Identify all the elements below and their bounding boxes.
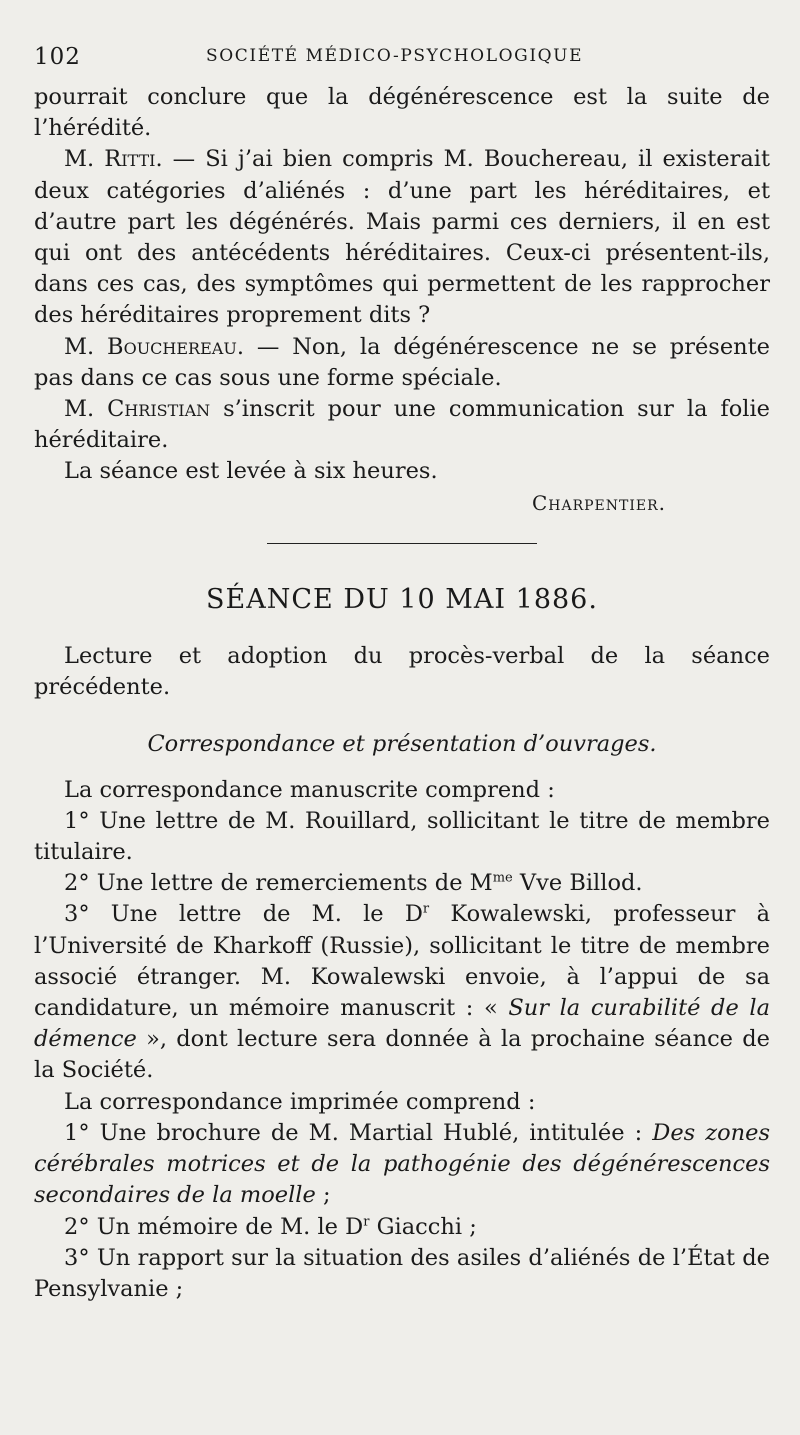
list-item-manuscript-3 bbox=[34, 899, 770, 1086]
list-item-manuscript-1: 1° Une lettre de M. Rouillard, sollicitant le titre de membre titulaire. bbox=[34, 807, 770, 866]
section-divider bbox=[267, 543, 537, 544]
paragraph-minutes: Lecture et adoption du procès-verbal de la séance précédente. bbox=[34, 643, 770, 701]
running-head bbox=[34, 38, 770, 82]
bouchereau-text: — Non, la dégénérescence ne se présente pas dans ce cas sous une forme spéciale. bbox=[34, 333, 770, 391]
printed-1-end: ; bbox=[315, 1182, 331, 1209]
speaker-christian: M. Christian bbox=[64, 396, 211, 423]
item-3-text-mid: Kowalewski, professeur à l’Université de Kharkoff (Russie), sollicitant le titre de membre associé étranger. M. Kowalewski envoie, à l’appui de sa candidature, un mémoire manuscrit : « bbox=[34, 901, 770, 1022]
ritti-text: — Si j’ai bien compris M. Bouchereau, il existerait deux catégories d’aliénés : d’une part les héréditaires, et d’autre part les dégénérés. Mais parmi ces derniers, il en est qui ont des antécédents héréditaires. Ceux-ci présentent-ils, dans ces cas, des symptômes qui permettent de les rapprocher des héréditaires proprement dits ? bbox=[34, 146, 770, 329]
list-item-printed-3: 3° Un rapport sur la situation des asiles d’aliénés de l’État de Pensylvanie ; bbox=[34, 1244, 770, 1302]
section-title: SÉANCE DU 10 MAI 1886. bbox=[206, 583, 598, 615]
speaker-bouchereau: M. Bouchereau. bbox=[64, 333, 244, 360]
journal-title: SOCIÉTÉ MÉDICO-PSYCHOLOGIQUE bbox=[206, 46, 584, 66]
page-number: 102 bbox=[34, 44, 81, 70]
superscript: r bbox=[422, 901, 430, 917]
signature: Charpentier. bbox=[531, 490, 666, 515]
subheading: Correspondance et présentation d’ouvrages. bbox=[147, 731, 657, 758]
printed-2-end: Giacchi ; bbox=[369, 1213, 477, 1240]
brochure-title: Des zones cérébrales motrices et de la pathogénie des dégénérescences secondaires de la moelle bbox=[34, 1119, 771, 1209]
body-text bbox=[34, 82, 770, 1305]
superscript: r bbox=[363, 1214, 370, 1229]
paragraph-christian bbox=[34, 394, 770, 456]
item-2-text: 2° Une lettre de remerciements de M bbox=[64, 870, 493, 897]
printed-1-text: 1° Une brochure de M. Martial Hublé, intitulée : bbox=[64, 1119, 643, 1146]
list-item-printed-1 bbox=[34, 1118, 770, 1212]
printed-2-text: 2° Un mémoire de M. le D bbox=[64, 1213, 364, 1240]
paragraph-closing: La séance est levée à six heures. bbox=[64, 458, 438, 485]
paragraph-manuscript-intro: La correspondance manuscrite comprend : bbox=[64, 776, 555, 803]
paragraph-continuation: pourrait conclure que la dégénérescence est la suite de l’hérédité. bbox=[34, 84, 770, 142]
memoir-title: Sur la curabilité de la démence bbox=[34, 995, 770, 1053]
superscript: me bbox=[492, 870, 513, 886]
item-2-text-end: Vve Billod. bbox=[512, 870, 643, 897]
christian-text: s’inscrit pour une communication sur la folie héréditaire. bbox=[34, 396, 770, 454]
paragraph-ritti bbox=[34, 144, 770, 331]
speaker-ritti: M. Ritti. bbox=[64, 146, 163, 173]
paragraph-bouchereau bbox=[34, 332, 770, 394]
list-item-printed-2 bbox=[34, 1212, 770, 1243]
item-3-text: 3° Une lettre de M. le D bbox=[64, 901, 423, 928]
item-3-text-end: », dont lecture sera donnée à la prochaine séance de la Société. bbox=[34, 1026, 770, 1084]
list-item-manuscript-2 bbox=[34, 868, 770, 899]
paragraph-printed-intro: La correspondance imprimée comprend : bbox=[64, 1088, 536, 1115]
